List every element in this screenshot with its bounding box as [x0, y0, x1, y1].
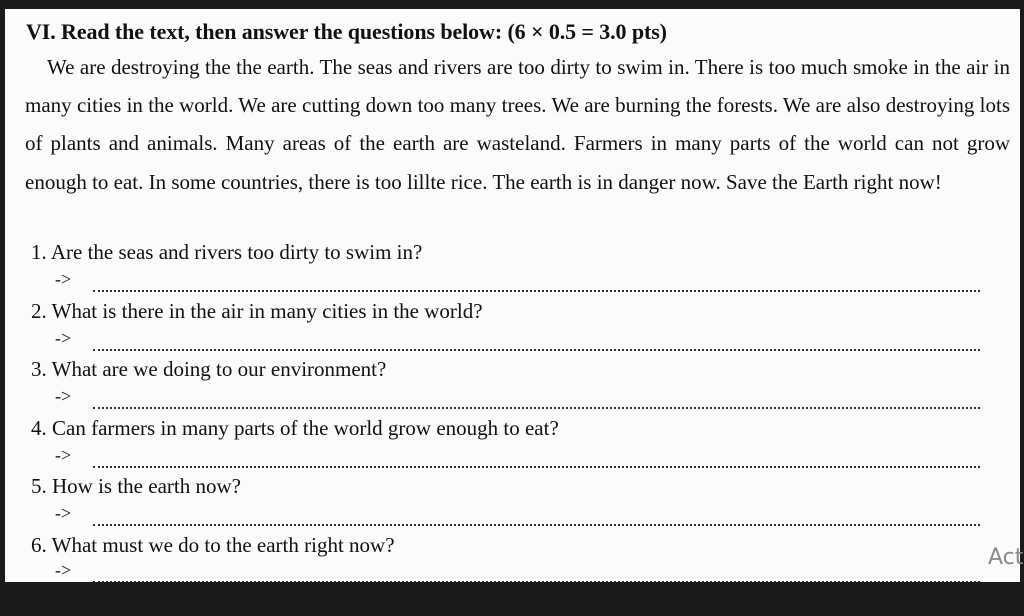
answer-arrow: -> [55, 445, 72, 465]
question-6: 6. What must we do to the earth right now? [31, 533, 395, 557]
question-2: 2. What is there in the air in many cities in the world? [31, 299, 483, 323]
section-heading [26, 19, 667, 45]
section-title: VI. Read the text, then answer the questions below: [26, 19, 503, 44]
dotted-answer-blank [93, 349, 980, 351]
question-5: 5. How is the earth now? [31, 474, 241, 498]
question-4: 4. Can farmers in many parts of the world grow enough to eat? [31, 416, 559, 440]
dotted-answer-blank [93, 407, 980, 409]
dotted-answer-blank [93, 290, 980, 292]
answer-line-3[interactable] [55, 386, 980, 410]
answer-arrow: -> [55, 386, 72, 406]
reading-passage: We are destroying the the earth. The seas and rivers are too dirty to swim in. There is too much smoke in the air in many cities in the world. We are cutting down too many trees. We are burning the forests. We are also destroying lots of plants and animals. Many areas of the earth are wasteland. Farmers in many parts of the world can not grow enough to eat. In some countries, there is too lillte rice. The earth is in danger now. Save the Earth right now! [25, 55, 1010, 194]
answer-arrow: -> [55, 269, 72, 289]
dotted-answer-blank [93, 524, 980, 526]
worksheet-page [5, 9, 1020, 582]
dotted-answer-blank [93, 466, 980, 468]
bottom-border [0, 582, 1024, 616]
answer-arrow: -> [55, 503, 72, 523]
answer-line-2[interactable] [55, 328, 980, 352]
activation-watermark: Act [988, 545, 1024, 570]
section-points: (6 × 0.5 = 3.0 pts) [507, 19, 667, 44]
answer-line-5[interactable] [55, 503, 980, 527]
answer-line-4[interactable] [55, 445, 980, 469]
answer-line-1[interactable] [55, 269, 980, 293]
top-border [0, 0, 1024, 9]
answer-line-6[interactable] [55, 560, 980, 584]
answer-arrow: -> [55, 328, 72, 348]
question-1: 1. Are the seas and rivers too dirty to swim in? [31, 240, 423, 264]
answer-arrow: -> [55, 560, 72, 580]
question-3: 3. What are we doing to our environment? [31, 357, 387, 381]
